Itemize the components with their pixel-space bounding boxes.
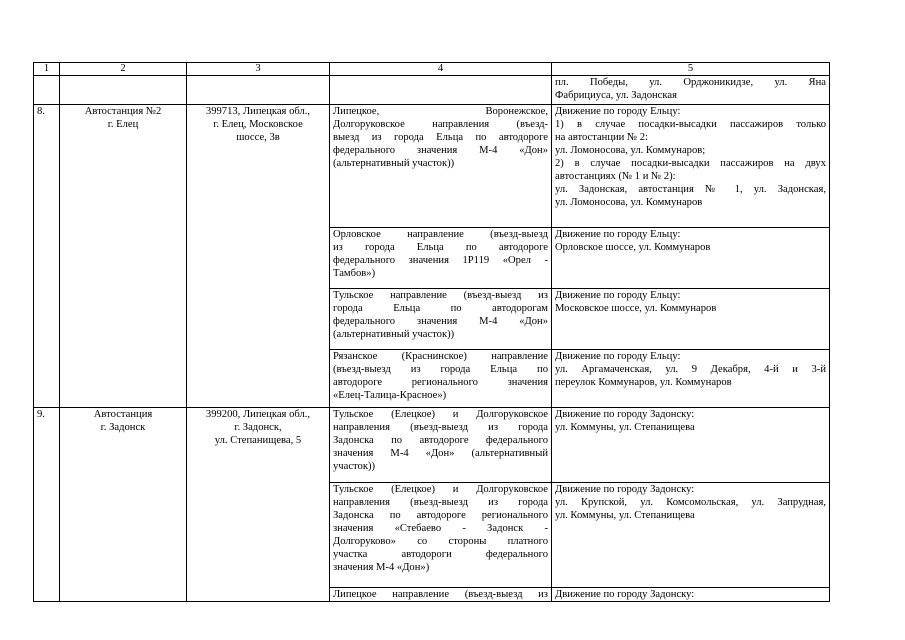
movement-cell: Движение по городу Ельцу: 1) в случае посадки-высадки пассажиров только на автостанции № 2: ул. Ломоносова, ул. Коммунаров; 2) в случае посадки-высадки пассажиров на двух автостанциях (№ 1 и № 2): ул. Задонская, автостанция № 1, ул. Задонская, ул. Ломоносова, ул. Коммунаров — [552, 105, 830, 228]
station-name: Автостанция №2 г. Елец — [60, 105, 187, 408]
movement-cell: Движение по городу Ельцу: ул. Аргамаченская, ул. 9 Декабря, 4-й и 3-й переулок Коммунаров, ул. Коммунаров — [552, 350, 830, 408]
direction-cell: Тульское (Елецкое) и Долгоруковское направления (въезд-выезд из города Задонска по автодороге федерального значения М-4 «Дон» (альтернативный участок)) — [330, 408, 552, 483]
column-number: 1 — [34, 63, 60, 76]
station-name: Автостанция г. Задонск — [60, 408, 187, 602]
direction-cell: Тульское направление (въезд-выезд из города Ельца по автодорогам федерального значения М-4 «Дон» (альтернативный участок)) — [330, 289, 552, 350]
direction-cell: Рязанское (Краснинское) направление (въезд-выезд из города Ельца по автодороге регионального значения «Елец-Талица-Красное») — [330, 350, 552, 408]
table-row — [34, 105, 830, 228]
movement-cell: Движение по городу Ельцу: Орловское шоссе, ул. Коммунаров — [552, 228, 830, 289]
movement-cell: Движение по городу Задонску: ул. Крупской, ул. Комсомольская, ул. Запрудная, ул. Коммуны, ул. Степанищева — [552, 483, 830, 588]
row-number: 8. — [34, 105, 60, 408]
direction-cell: Тульское (Елецкое) и Долгоруковское направления (въезд-выезд из города Задонска по автодороге регионального значения «Стебаево - Задонск - Долгоруково» со стороны платного участка автодороги федерального значения М-4 «Дон») — [330, 483, 552, 588]
routes-table — [33, 62, 830, 602]
text-line: Фабрициуса, ул. Задонская — [555, 90, 677, 101]
station-address: 399200, Липецкая обл., г. Задонск, ул. Степанищева, 5 — [187, 408, 330, 602]
column-number: 2 — [60, 63, 187, 76]
column-number-row — [34, 63, 830, 76]
column-number: 5 — [552, 63, 830, 76]
station-address: 399713, Липецкая обл., г. Елец, Московское шоссе, 3в — [187, 105, 330, 408]
text-line: пл. Победы, ул. Орджоникидзе, ул. Яна — [555, 77, 826, 88]
continuation-row — [34, 76, 830, 105]
movement-cell: Движение по городу Задонску: ул. Коммуны, ул. Степанищева — [552, 408, 830, 483]
row-number: 9. — [34, 408, 60, 602]
column-number: 4 — [330, 63, 552, 76]
column-number: 3 — [187, 63, 330, 76]
table-row — [34, 408, 830, 483]
direction-cell: Липецкое направление (въезд-выезд из — [330, 588, 552, 602]
movement-cell: Движение по городу Задонску: — [552, 588, 830, 602]
movement-cell: Движение по городу Ельцу: Московское шоссе, ул. Коммунаров — [552, 289, 830, 350]
direction-cell: Липецкое, Воронежское, Долгоруковское направления (въезд- выезд из города Ельца по автодороге федерального значения М-4 «Дон» (альтернативный участок)) — [330, 105, 552, 228]
movement-cell — [552, 76, 830, 105]
direction-cell: Орловское направление (въезд-выезд из города Ельца по автодороге федерального значения 1Р119 «Орел - Тамбов») — [330, 228, 552, 289]
